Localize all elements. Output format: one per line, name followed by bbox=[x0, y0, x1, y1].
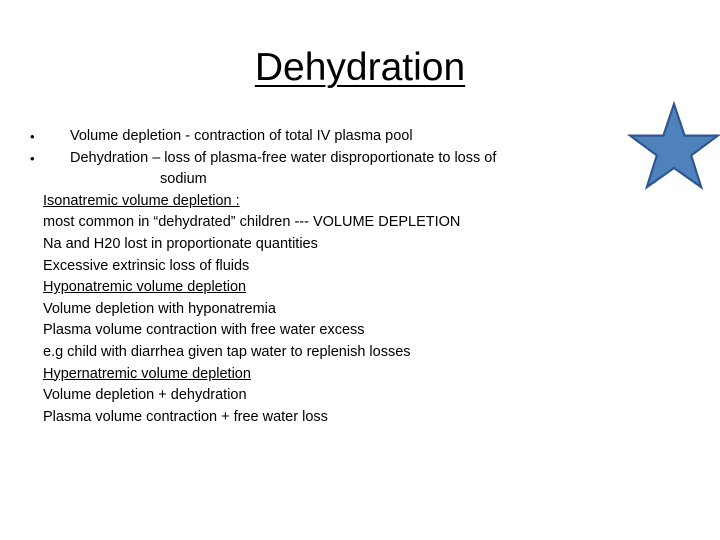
text-line: Plasma volume contraction + free water loss bbox=[43, 408, 328, 425]
bullet-item: • Volume depletion - contraction of total IV plasma pool bbox=[43, 126, 643, 148]
section-heading-hyponatremic: Hyponatremic volume depletion bbox=[43, 279, 247, 296]
bullet-continuation: sodium bbox=[160, 171, 207, 188]
text-line: Excessive extrinsic loss of fluids bbox=[43, 257, 250, 274]
slide-title: Dehydration bbox=[254, 46, 466, 89]
text-line: Na and H20 lost in proportionate quantities bbox=[43, 235, 318, 252]
text-line: Volume depletion with hyponatremia bbox=[43, 300, 276, 317]
section-heading-isonatremic: Isonatremic volume depletion : bbox=[43, 192, 240, 209]
text-line: Volume depletion + dehydration bbox=[43, 387, 247, 404]
text-line: most common in “dehydrated” children --- VOLUME DEPLETION bbox=[43, 214, 461, 231]
text-line: Plasma volume contraction with free water excess bbox=[43, 322, 365, 339]
slide-body bbox=[43, 126, 643, 428]
bullet-item: • Dehydration – loss of plasma-free water disproportionate to loss of bbox=[43, 148, 643, 170]
text-line: e.g child with diarrhea given tap water to replenish losses bbox=[43, 343, 411, 360]
section-heading-hypernatremic: Hypernatremic volume depletion bbox=[43, 365, 251, 382]
star-icon bbox=[627, 101, 720, 191]
